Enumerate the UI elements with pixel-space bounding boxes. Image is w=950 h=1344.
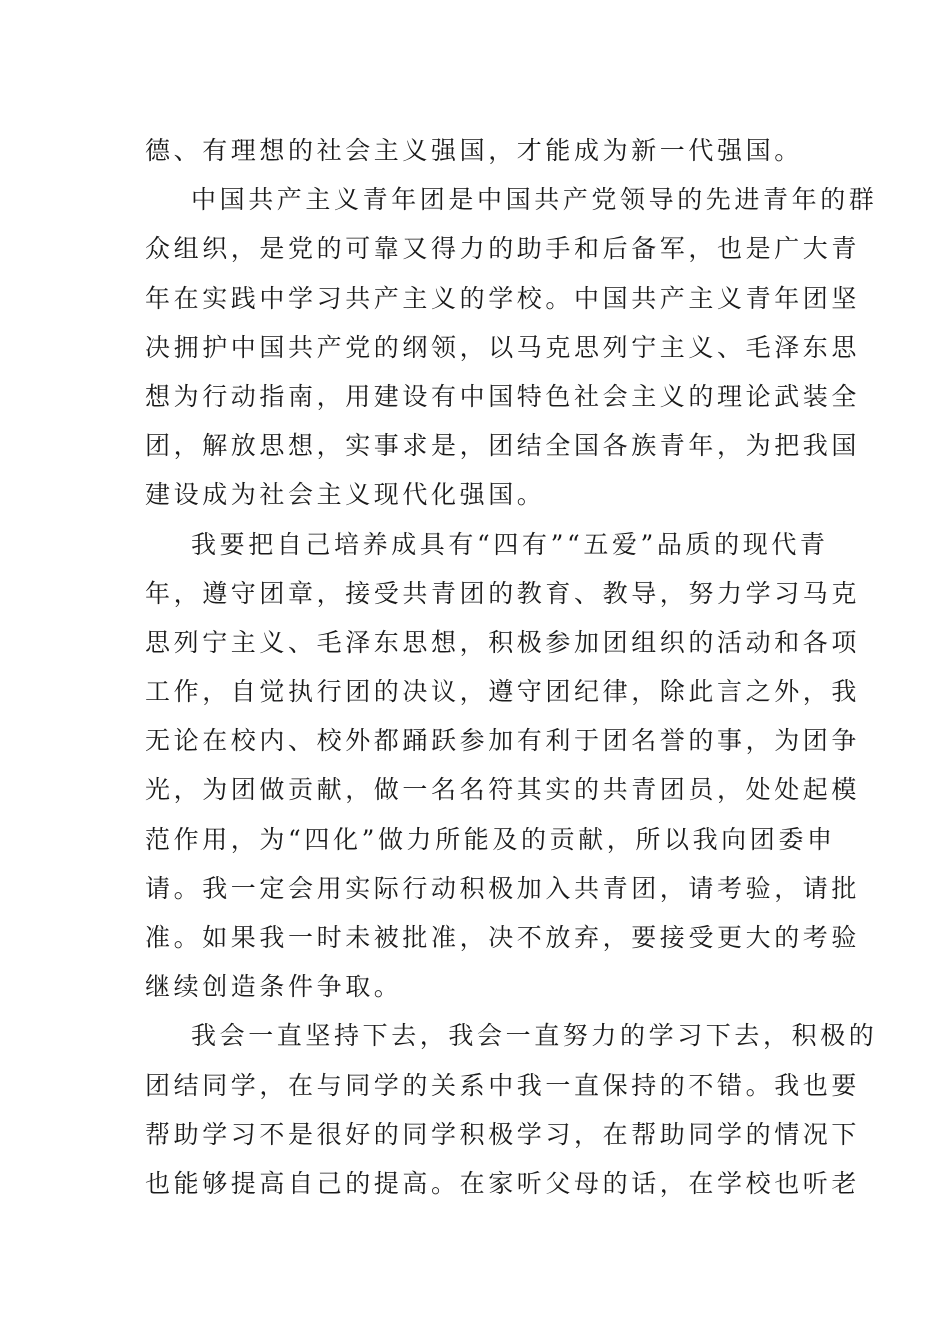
text-line: 准。如果我一时未被批准，决不放弃，要接受更大的考验 [145,923,861,952]
text-line: 思列宁主义、毛泽东思想，积极参加团组织的活动和各项 [145,627,861,657]
text-line: 众组织，是党的可靠又得力的助手和后备军，也是广大青 [145,234,861,264]
text-line: 年在实践中学习共产主义的学校。中国共产主义青年团坚 [145,283,861,313]
text-line: 建设成为社会主义现代化强国。 [145,480,546,510]
document-body [145,126,878,1208]
paragraph-first-line: 我会一直坚持下去，我会一直努力的学习下去，积极的 [191,1021,878,1051]
text-line: 继续创造条件争取。 [145,972,403,1002]
text-line: 工作，自觉执行团的决议，遵守团纪律，除此言之外，我 [145,677,861,707]
text-line: 范作用，为“四化”做力所能及的贡献，所以我向团委申 [145,824,836,854]
paragraph-first-line: 中国共产主义青年团是中国共产党领导的先进青年的群 [191,185,878,215]
paragraph-first-line: 我要把自己培养成具有“四有”“五爱”品质的现代青 [191,529,829,559]
text-line: 光，为团做贡献，做一名名符其实的共青团员，处处起模 [145,775,861,805]
text-line: 无论在校内、校外都踊跃参加有利于团名誉的事，为团争 [145,726,861,756]
text-line: 团结同学，在与同学的关系中我一直保持的不错。我也要 [145,1070,861,1100]
text-line: 请。我一定会用实际行动积极加入共青团，请考验，请批 [145,873,861,903]
text-line: 德、有理想的社会主义强国，才能成为新一代强国。 [145,136,803,165]
text-line: 也能够提高自己的提高。在家听父母的话，在学校也听老 [145,1168,861,1198]
text-line: 想为行动指南，用建设有中国特色社会主义的理论武装全 [145,381,861,411]
text-line: 团，解放思想，实事求是，团结全国各族青年，为把我国 [145,431,861,461]
text-line: 帮助学习不是很好的同学积极学习，在帮助同学的情况下 [145,1119,861,1149]
text-line: 决拥护中国共产党的纲领，以马克思列宁主义、毛泽东思 [145,332,861,362]
text-line: 年，遵守团章，接受共青团的教育、教导，努力学习马克 [145,578,861,608]
